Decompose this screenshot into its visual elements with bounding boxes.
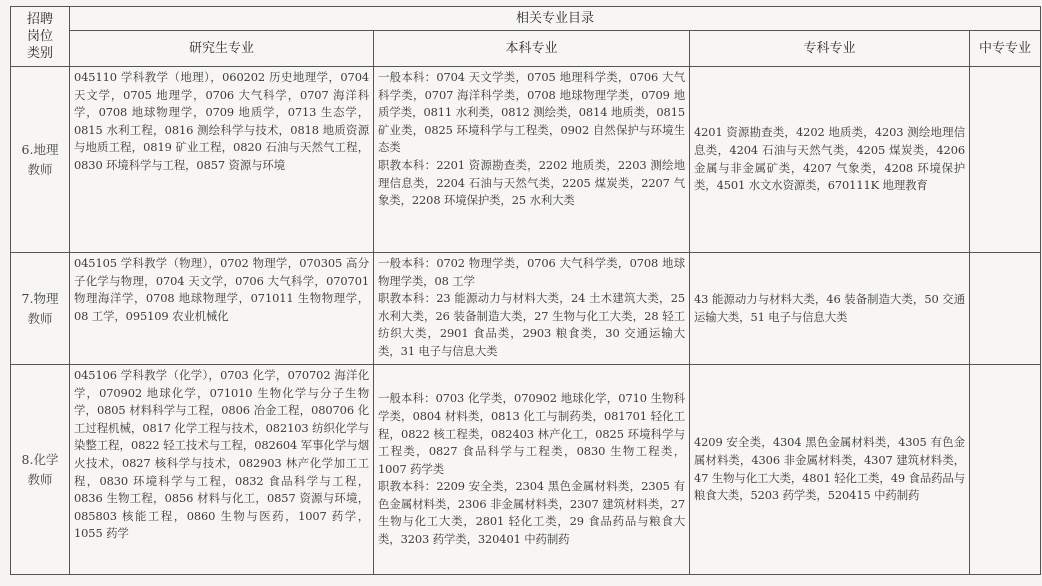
junior-text: 4209 安全类，4304 黑色金属材料类，4305 有色金属材料类，4306 非金属材料类，4307 建筑材料类，47 生物与化工大类，4801 轻化工类，49 食品药品与粮食大类，5203 药学类，520415 中药制药 [694,435,965,503]
graduate-text: 045110 学科教学（地理），060202 历史地理学，0704 天文学，0705 地理学，0706 大气科学，0707 海洋科学，0708 地球物理学，0709 地质学，0713 生态学，0815 水利工程，0816 测绘科学与技术，0818 地质资源与地质工程，0819 矿业工程，0820 石油与天然气工程，0830 环境科学与工程，0857 资源与环境 [74,70,369,172]
table-row [11,67,1041,253]
category-cell [11,67,70,253]
undergrad-header [374,31,690,67]
junior-cell [690,67,970,253]
graduate-text: 045106 学科教学（化学），0703 化学，070702 海洋化学，070902 地球化学，071010 生物化学与分子生物学，0805 材料科学与工程，0806 冶金工程，080706 化工过程机械，0817 化学工程与技术，082103 纺织化学与染整工程，0822 轻工技术与工程，082604 军事化学与烟火技术，0827 核科学与技术，082903 林产化学加工工程，0830 环境科学与工程，0832 食品科学与工程，0836 生物工程，0856 材料与化工，0857 资源与环境，085803 核能工程，0860 生物与医药，1007 药学，1055 药学 [74,368,369,541]
major-group-label: 相关专业目录 [516,11,595,26]
graduate-header [70,31,374,67]
graduate-text: 045105 学科教学（物理），0702 物理学，070305 高分子化学与物理，0704 天文学，0706 大气科学，070701 物理海洋学，0708 地球物理学，071011 生物物理学，08 工学，095109 农业机械化 [74,256,369,323]
undergrad-text: 一般本科：0704 天文学类，0705 地理科学类，0706 大气科学类，0707 海洋科学类，0708 地球物理学类，0709 地质学类，0811 水利类，0812 测绘类，0814 地质类，0815 矿业类，0825 环境科学与工程类，0902 自然保护与环境生态类 职教本科：2201 资源勘查类，2202 地质类，2203 测绘地理信息类，2204 石油与天然气类，2205 煤炭类，2207 气象类，2208 环境保护类，25 水利大类 [378,70,685,208]
undergrad-text: 一般本科：0702 物理学类，0706 大气科学类，0708 地球物理学类，08 工学 职教本科：23 能源动力与材料大类，24 土木建筑大类，25 水利大类，26 装备制造大类，27 生物与化工大类，28 轻工纺织大类，2901 食品类，2903 粮食类，30 交通运输大类，31 电子与信息大类 [378,256,685,358]
table-row [11,253,1041,365]
secondary-cell [970,253,1041,365]
junior-text: 4201 资源勘查类，4202 地质类，4203 测绘地理信息类，4204 石油与天然气类，4205 煤炭类，4206 金属与非金属矿类，4207 气象类，4208 环境保护类，4501 水文水资源类，670111K 地理教育 [694,125,965,193]
category-header [11,7,70,67]
graduate-cell [70,365,374,575]
secondary-cell [970,67,1041,253]
junior-header [690,31,970,67]
undergrad-header-label: 本科专业 [505,41,558,56]
junior-text: 43 能源动力与材料大类，46 装备制造大类，50 交通运输大类，51 电子与信息大类 [694,291,965,324]
undergrad-cell [374,67,690,253]
category-label: 8.化学 教师 [21,451,59,487]
graduate-cell [70,67,374,253]
undergrad-text: 一般本科：0703 化学类，070902 地球化学，0710 生物科学类，0804 材料类，0813 化工与制药类，081701 轻化工程，0822 核工程类，082403 林产化工，0825 环境科学与工程类，0827 食品科学与工程类，0830 生物工程类，1007 药学类 职教本科：2209 安全类，2304 黑色金属材料类，2305 有色金属材料类，2306 非金属材料类，2307 建筑材料类，27 生物与化工大类，2801 轻化工类，29 食品药品与粮食大类，3203 药学类，320401 中药制药 [378,391,685,547]
junior-cell [690,253,970,365]
junior-cell [690,365,970,575]
secondary-cell [970,365,1041,575]
secondary-header [970,31,1041,67]
major-group-header [70,7,1041,31]
category-header-label: 招聘 岗位 类别 [26,12,53,61]
major-catalog-table [10,6,1041,575]
undergrad-cell [374,365,690,575]
category-label: 6.地理 教师 [21,141,59,177]
secondary-header-label: 中专专业 [979,41,1032,56]
graduate-header-label: 研究生专业 [188,41,254,56]
category-cell [11,253,70,365]
table-row [11,365,1041,575]
category-cell [11,365,70,575]
undergrad-cell [374,253,690,365]
category-label: 7.物理 教师 [21,290,59,326]
graduate-cell [70,253,374,365]
junior-header-label: 专科专业 [803,41,856,56]
